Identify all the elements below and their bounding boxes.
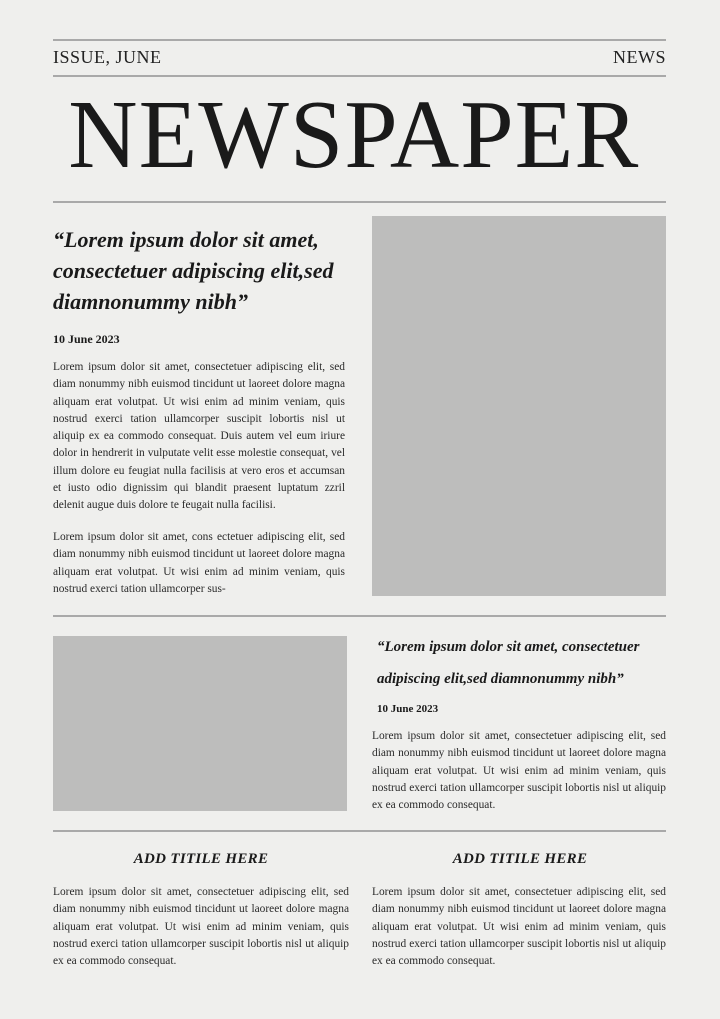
masthead-title: NEWSPAPER [68,81,640,189]
header-top-rule [53,39,666,41]
article1-body-continued: Lorem ipsum dolor sit amet, cons ectetuer adipiscing elit, sed diam nonummy nibh euismod tincidunt ut laoreet dolore magna aliquam erat volutpat. Ut wisi enim ad minim veniam, quis nostrud exerci tation ullamcorper sus- [53,531,345,595]
article1-body: Lorem ipsum dolor sit amet, consectetuer adipiscing elit, sed diam nonummy nibh euismod tincidunt ut laoreet dolore magna aliquam erat volutpat. Ut wisi enim ad minim veniam, quis nostrud exerci tation ullamcorper suscipit lobortis nisl ut aliquip ex ea commodo consequat. Duis autem vel eum iriure dolor in hendrerit in vulputate velit esse molestie consequat, vel illum dolore eu feugiat nulla facilisis at vero eros et accumsan et iusto odio dignissim qui blandit praesent luptatum zzril delenit augue duis dolore te feugait nulla facilisi. [53,361,345,512]
header-bottom-rule [53,75,666,77]
column2-title: ADD TITILE HERE [452,851,588,867]
section-rule-2 [53,830,666,832]
article1-date: 10 June 2023 [53,332,120,346]
article2-body: Lorem ipsum dolor sit amet, consectetuer adipiscing elit, sed diam nonummy nibh euismod tincidunt ut laoreet dolore magna aliquam erat volutpat. Ut wisi enim ad minim veniam, quis nostrud exerci tation ullamcorper suscipit lobortis nisl ut aliquip ex ea commodo consequat. [372,730,666,812]
column1-title: ADD TITILE HERE [133,851,269,867]
issue-label: ISSUE, JUNE [53,47,162,67]
column1-body: Lorem ipsum dolor sit amet, consectetuer adipiscing elit, sed diam nonummy nibh euismod tincidunt ut laoreet dolore magna aliquam erat volutpat. Ut wisi enim ad minim veniam, quis nostrud exerci tation ullamcorper suscipit lobortis nisl ut aliquip ex ea commodo consequat. [53,886,349,968]
article2-photo [53,636,347,811]
article1-photo [372,216,666,596]
article2-quote: “Lorem ipsum dolor sit amet, consectetuer adipiscing elit,sed diamnonummy nibh” [377,639,640,687]
section-rule-1 [53,615,666,617]
masthead-rule [53,201,666,203]
column2-body: Lorem ipsum dolor sit amet, consectetuer adipiscing elit, sed diam nonummy nibh euismod tincidunt ut laoreet dolore magna aliquam erat volutpat. Ut wisi enim ad minim veniam, quis nostrud exerci tation ullamcorper suscipit lobortis nisl ut aliquip ex ea commodo consequat. [372,886,666,968]
article2-date: 10 June 2023 [377,703,439,715]
section-label: NEWS [613,47,666,67]
article1-quote: “Lorem ipsum dolor sit amet, consectetuer adipiscing elit,sed diamnonummy nibh” [53,227,334,314]
